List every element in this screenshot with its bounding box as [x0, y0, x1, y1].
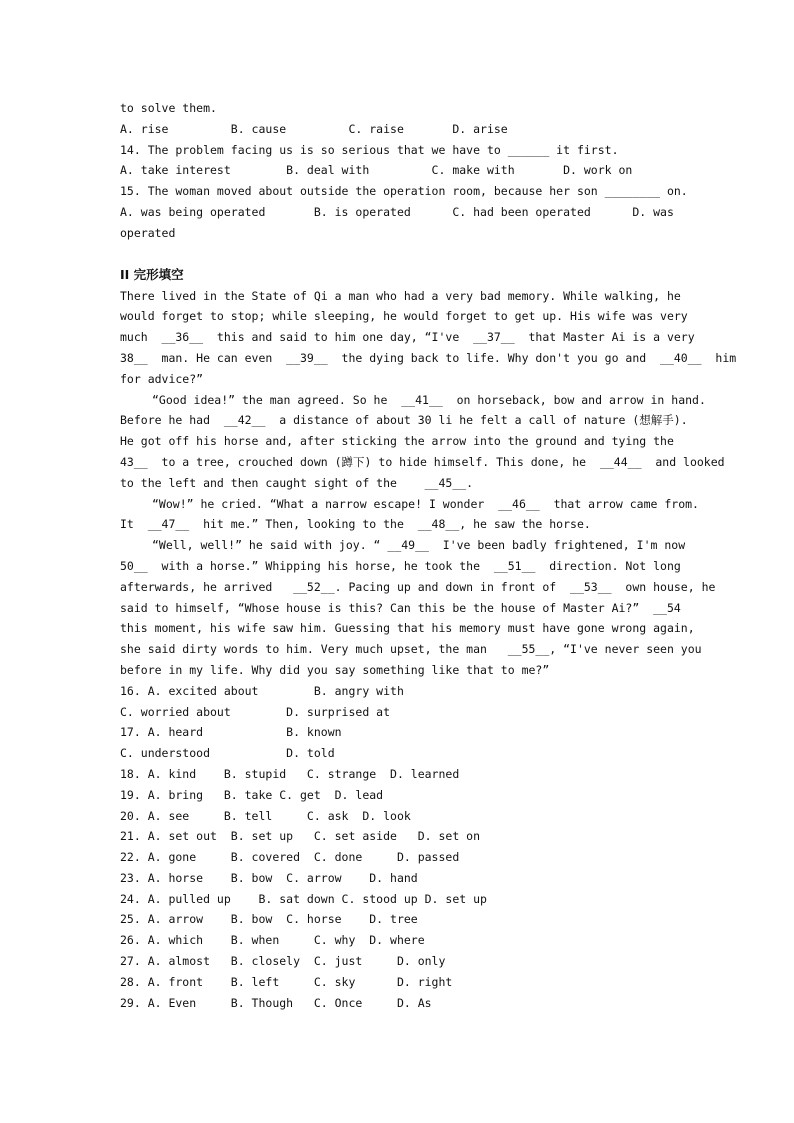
passage-line: 43__ to a tree, crouched down (蹲下) to hide himself. This done, he __44__ and looked	[120, 454, 725, 469]
q15-options: A. was being operated B. is operated C. had been operated D. was	[120, 204, 674, 219]
question-options: 21. A. set out B. set up C. set aside D. set on	[120, 829, 481, 844]
passage-line: “Well, well!” he said with joy. “ __49__ I've been badly frightened, I'm now	[152, 538, 686, 553]
question-options: 24. A. pulled up B. sat down C. stood up D. set up	[120, 891, 487, 906]
passage-line: before in my life. Why did you say something like that to me?”	[120, 662, 550, 677]
question-options: 27. A. almost B. closely C. just D. only	[120, 954, 446, 969]
q13-options: A. rise B. cause C. raise D. arise	[120, 121, 508, 136]
passage-line: 50__ with a horse.” Whipping his horse, he took the __51__ direction. Not long	[120, 558, 681, 573]
passage-line: He got off his horse and, after sticking the arrow into the ground and tying the	[120, 434, 674, 449]
passage-line: “Wow!” he cried. “What a narrow escape! I wonder __46__ that arrow came from.	[152, 496, 699, 511]
question-options: 17. A. heard B. known	[120, 725, 342, 740]
text-line: to solve them.	[120, 101, 217, 115]
passage-line: “Good idea!” the man agreed. So he __41__ on horseback, bow and arrow in hand.	[152, 392, 706, 407]
question-options: 19. A. bring B. take C. get D. lead	[120, 787, 384, 802]
question-options: 23. A. horse B. bow C. arrow D. hand	[120, 870, 418, 885]
passage	[120, 286, 737, 681]
passage-line: 38__ man. He can even __39__ the dying back to life. Why don't you go and __40__ him	[120, 350, 737, 365]
section-heading: II 完形填空	[120, 266, 184, 282]
q15-stem: 15. The woman moved about outside the operation room, because her son ________ on.	[120, 184, 688, 199]
q14-stem: 14. The problem facing us is so serious that we have to ______ it first.	[120, 142, 619, 157]
question-options: 25. A. arrow B. bow C. horse D. tree	[120, 912, 418, 927]
question-options: C. worried about D. surprised at	[120, 704, 391, 719]
passage-line: to the left and then caught sight of the __45__.	[120, 475, 474, 490]
q14-options: A. take interest B. deal with C. make with D. work on	[120, 163, 633, 178]
question-options: 26. A. which B. when C. why D. where	[120, 933, 425, 948]
passage-line: Before he had __42__ a distance of about 30 li he felt a call of nature (想解手).	[120, 413, 688, 428]
passage-line: There lived in the State of Qi a man who had a very bad memory. While walking, he	[120, 288, 681, 303]
passage-line: for advice?”	[120, 371, 204, 386]
passage-line: this moment, his wife saw him. Guessing that his memory must have gone wrong again,	[120, 621, 695, 636]
question-options: 22. A. gone B. covered C. done D. passed	[120, 850, 460, 865]
question-options: C. understood D. told	[120, 746, 335, 761]
passage-line: would forget to stop; while sleeping, he would forget to get up. His wife was very	[120, 309, 688, 324]
passage-line: afterwards, he arrived __52__. Pacing up and down in front of __53__ own house, he	[120, 579, 716, 594]
passage-line: It __47__ hit me.” Then, looking to the __48__, he saw the horse.	[120, 517, 591, 532]
q15-options-tail: operated	[120, 225, 176, 240]
question-list	[120, 681, 674, 1014]
passage-line: said to himself, “Whose house is this? Can this be the house of Master Ai?” __54	[120, 600, 681, 615]
passage-line: she said dirty words to him. Very much upset, the man __55__, “I've never seen you	[120, 642, 702, 657]
question-options: 16. A. excited about B. angry with	[120, 683, 404, 698]
passage-line: much __36__ this and said to him one day, “I've __37__ that Master Ai is a very	[120, 330, 695, 345]
document-page	[120, 98, 737, 1013]
question-options: 18. A. kind B. stupid C. strange D. learned	[120, 766, 460, 781]
question-options: 20. A. see B. tell C. ask D. look	[120, 808, 411, 823]
question-options: 29. A. Even B. Though C. Once D. As	[120, 995, 432, 1010]
question-options: 28. A. front B. left C. sky D. right	[120, 974, 453, 989]
